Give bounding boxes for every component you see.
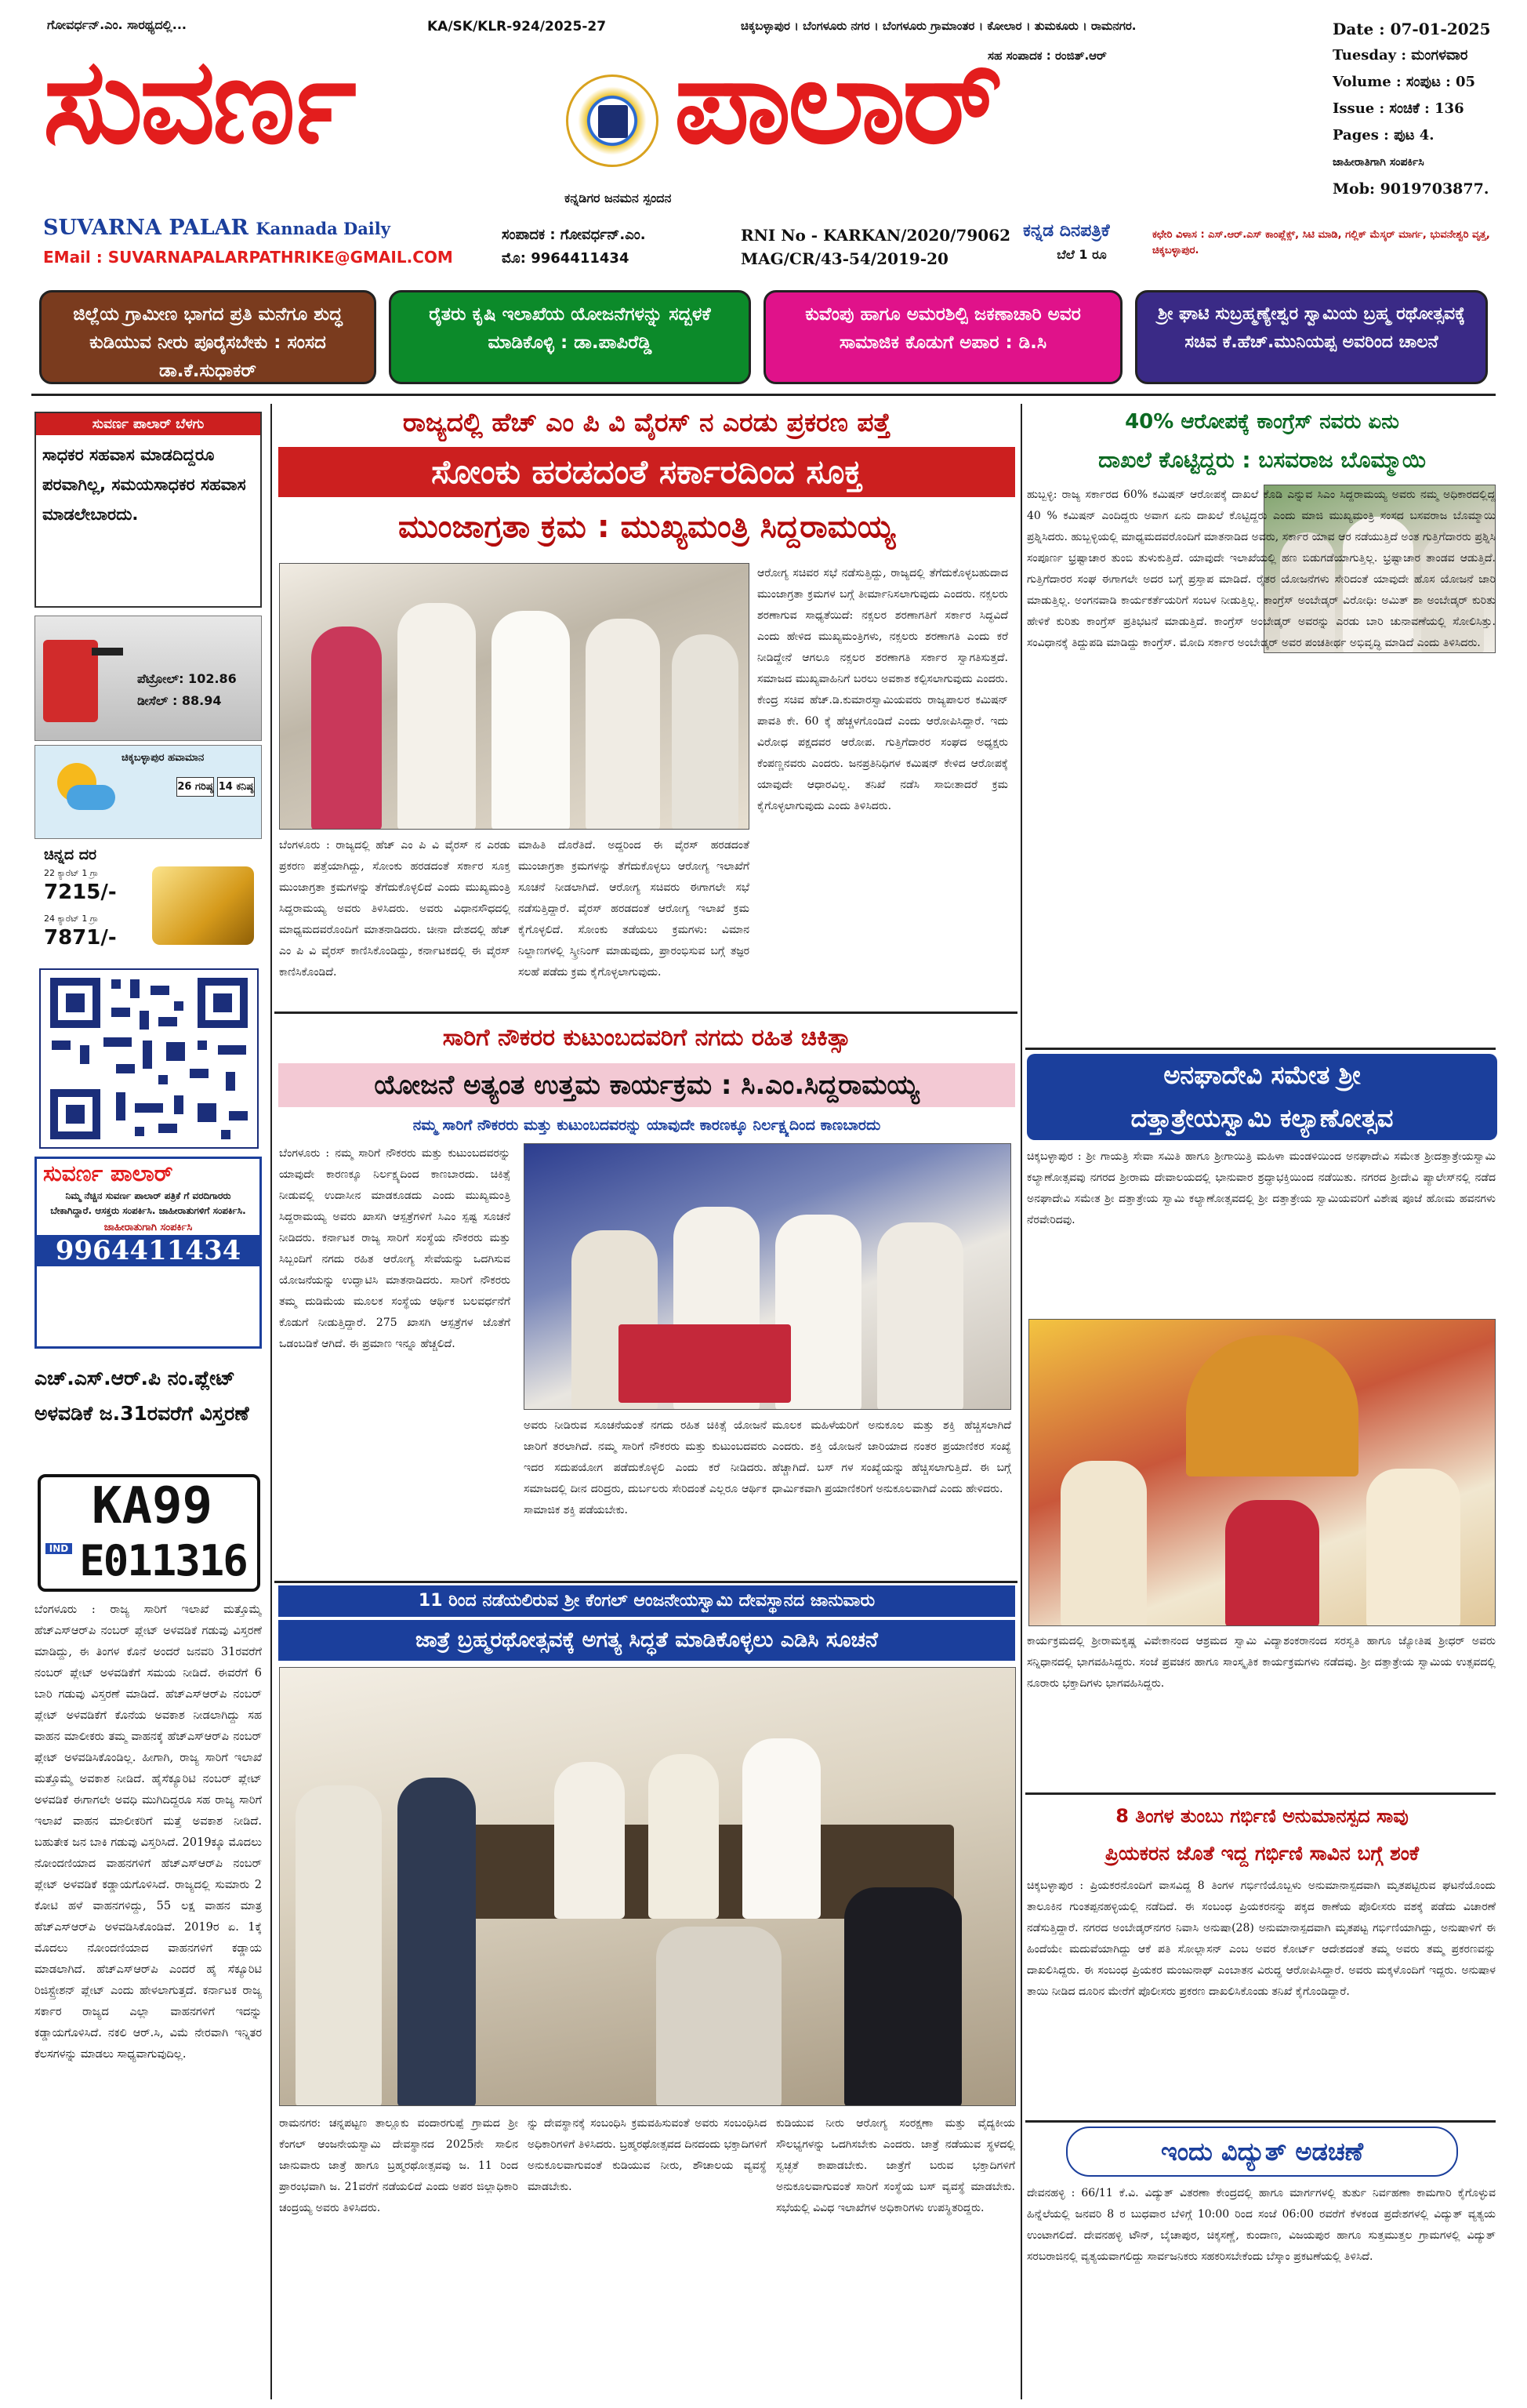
edition-info (1333, 16, 1521, 202)
story5-photo (1028, 1319, 1496, 1626)
story7-headline: ಇಂದು ವಿದ್ಯುತ್ ಅಡಚಣೆ (1066, 2127, 1458, 2177)
photo-priest-1 (1061, 1461, 1147, 1626)
ads-label: ಜಾಹೀರಾತಿಗಾಗಿ ಸಂಪರ್ಕಿಸಿ (1333, 156, 1424, 169)
banner-3-text: ಕುವೆಂಪು ಹಾಗೂ ಅಮರಶಿಲ್ಪಿ ಜಕಣಾಚಾರಿ ಅವರ ಸಾಮಾಜಿಕ ಕೊಡುಗೆ ಅಪಾರ : ಡಿ.ಸಿ (805, 304, 1081, 353)
gold22-label: 22 ಕ್ಯಾರೆಟ್ 1 ಗ್ರಾ (44, 868, 99, 878)
logo-book-icon (598, 105, 628, 138)
story2-left-column: ಬೆಂಗಳೂರು : ನಮ್ಮ ಸಾರಿಗೆ ನೌಕರರು ಮತ್ತು ಕುಟುಂಬದವರನ್ನು ಯಾವುದೇ ಕಾರಣಕ್ಕೂ ನಿರ್ಲಕ್ಷ್ಯದಿಂದ ಕಾಣಬಾರದು. ಚಿಕಿತ್ಸೆ ನೀಡುವಲ್ಲಿ ಉದಾಸೀನ ಮಾಡಕೂಡದು ಎಂದು ಮುಖ್ಯಮಂತ್ರಿ ಸಿದ್ದರಾಮಯ್ಯ ಅವರು ಖಾಸಗಿ ಆಸ್ಪತ್ರೆಗಳಿಗೆ ಸಿಎಂ ಸ್ಪಷ್ಟ ಸೂಚನೆ ನೀಡಿದರು. ಕರ್ನಾಟಕ ರಾಜ್ಯ ಸಾರಿಗೆ ಸಂಸ್ಥೆಯ ನೌಕರರು ಮತ್ತು ಸಿಬ್ಬಂದಿಗೆ ನಗದು ರಹಿತ ಆರೋಗ್ಯ ಸೇವೆಯನ್ನು ಒದಗಿಸುವ ಯೋಜನೆಯನ್ನು ಉದ್ಘಾಟಿಸಿ ಮಾತನಾಡಿದರು. ಸಾರಿಗೆ ನೌಕರರು ತಮ್ಮ ದುಡಿಮೆಯ ಮೂಲಕ ಸಂಸ್ಥೆಯ ಆರ್ಥಿಕ ಬಲವರ್ಧನೆಗೆ ಕೊಡುಗೆ ನೀಡುತ್ತಿದ್ದಾರೆ. 275 ಖಾಸಗಿ ಆಸ್ಪತ್ರೆಗಳ ಜೊತೆಗೆ ಒಡಂಬಡಿಕೆ ಆಗಿದೆ. ಈ ಪ್ರಮಾಣ ಇನ್ನೂ ಹೆಚ್ಚಲಿದೆ. (279, 1147, 510, 1350)
plate-line-1: KA99 (91, 1477, 213, 1535)
story2-subhead: ನಮ್ಮ ಸಾರಿಗೆ ನೌಕರರು ಮತ್ತು ಕುಟುಂಬದವರನ್ನು ಯಾವುದೇ ಕಾರಣಕ್ಕೂ ನಿರ್ಲಕ್ಷ್ಯದಿಂದ ಕಾಣಬಾರದು (412, 1117, 881, 1134)
story3-photo (279, 1667, 1016, 2106)
plate-ind-label: IND (45, 1543, 72, 1554)
story1-photo (279, 563, 749, 830)
photo-person-7 (656, 1927, 782, 2106)
photo-altar (1186, 1335, 1358, 1476)
daily-info (1023, 220, 1141, 267)
weather-title: ಚಿಕ್ಕಬಳ್ಳಾಪುರ ಹವಾಮಾನ (122, 752, 205, 764)
banner-1[interactable] (39, 290, 376, 384)
story7-body: ದೇವನಹಳ್ಳಿ : 66/11 ಕೆ.ವಿ. ವಿದ್ಯುತ್ ವಿತರಣಾ ಕೇಂದ್ರದಲ್ಲಿ ಹಾಗೂ ಮಾರ್ಗಗಳಲ್ಲಿ ತುರ್ತು ನಿರ್ವಹಣಾ ಕಾಮಗಾರಿ ಕೈಗೊಳ್ಳುವ ಹಿನ್ನೆಲೆಯಲ್ಲಿ ಜನವರಿ 8 ರ ಬುಧವಾರ ಬೆಳಿಗ್ಗೆ 10:00 ರಿಂದ ಸಂಜೆ 06:00 ರವರೆಗೆ ಕೆಳಕಂಡ ಪ್ರದೇಶಗಳಲ್ಲಿ ವಿದ್ಯುತ್ ವ್ಯತ್ಯಯ ಉಂಟಾಗಲಿದೆ. ದೇವನಹಳ್ಳಿ ಟೌನ್, ಬೈಚಾಪುರ, ಚಿಕ್ಕಸಣ್ಣೆ, ಕುಂದಾಣ, ವಿಜಯಪುರ ಹಾಗೂ ಸುತ್ತಮುತ್ತಲ ಗ್ರಾಮಗಳಲ್ಲಿ ವಿದ್ಯುತ್ ಸರಬರಾಜಿನಲ್ಲಿ ವ್ಯತ್ಯಯವಾಗಲಿದ್ದು ಸಾರ್ವಜನಿಕರು ಸಹಕರಿಸಬೇಕೆಂದು ಬೆಸ್ಕಾಂ ಪ್ರಕಟಣೆಯಲ್ಲಿ ತಿಳಿಸಿದೆ. (1027, 2187, 1496, 2263)
district-list: ಚಿಕ್ಕಬಳ್ಳಾಪುರ । ಬೆಂಗಳೂರು ನಗರ । ಬೆಂಗಳೂರು ಗ್ರಾಮಾಂತರ । ಕೋಲಾರ । ತುಮಕೂರು । ರಾಮನಗರ. (741, 19, 1137, 33)
banner-2[interactable] (389, 290, 751, 384)
photo-person-4 (648, 1754, 719, 1919)
thought-box (34, 412, 262, 608)
story3-headline-1: 11 ರಿಂದ ನಡೆಯಲಿರುವ ಶ್ರೀ ಕೆಂಗಲ್ ಆಂಜನೇಯಸ್ವಾಮಿ ದೇವಸ್ಥಾನದ ಜಾನುವಾರು (278, 1585, 1015, 1617)
story6-headline-2: ಪ್ರಿಯಕರನ ಜೊತೆ ಇದ್ದ ಗರ್ಭಿಣಿ ಸಾವಿನ ಬಗ್ಗೆ ಶಂಕೆ (1104, 1842, 1420, 1865)
plate-line-2: E011316 (79, 1536, 247, 1585)
masthead-tagline: ಕನ್ನಡಿಗರ ಜನಮನ ಸ್ಪಂದನ (564, 191, 672, 205)
hsrp-body: ಬೆಂಗಳೂರು : ರಾಜ್ಯ ಸಾರಿಗೆ ಇಲಾಖೆ ಮತ್ತೊಮ್ಮೆ ಹೆಚ್‌ಎಸ್‌ಆರ್‌ಪಿ ನಂಬರ್ ಪ್ಲೇಟ್ ಅಳವಡಿಕೆ ಗಡುವು ವಿಸ್ತರಣೆ ಮಾಡಿದ್ದು, ಈ ತಿಂಗಳ ಕೊನೆ ಅಂದರೆ ಜನವರಿ 31ರವರೆಗೆ ನಂಬರ್ ಪ್ಲೇಟ್ ಅಳವಡಿಕೆಗೆ ಸಮಯ ನೀಡಿದೆ. ಈವರೆಗೆ 6 ಬಾರಿ ಗಡುವು ವಿಸ್ತರಣೆ ಮಾಡಿದೆ. ಹೆಚ್‌ಎಸ್‌ಆರ್‌ಪಿ ನಂಬರ್ ಪ್ಲೇಟ್ ಅಳವಡಿಕೆಗೆ ಕೊನೆಯ ಅವಕಾಶ ನೀಡಲಾಗಿದ್ದು ಸಹ ವಾಹನ ಮಾಲೀಕರು ತಮ್ಮ ವಾಹನಕ್ಕೆ ಹೆಚ್‌ಎಸ್‌ಆರ್‌ಪಿ ನಂಬರ್ ಪ್ಲೇಟ್ ಅಳವಡಿಸಿಕೊಂಡಿಲ್ಲ. ಹೀಗಾಗಿ, ರಾಜ್ಯ ಸಾರಿಗೆ ಇಲಾಖೆ ಮತ್ತೊಮ್ಮೆ ಅವಕಾಶ ನೀಡಿದೆ. ಹೈಸೆಕ್ಯೂರಿಟಿ ನಂಬರ್ ಪ್ಲೇಟ್ ಅಳವಡಿಕೆ ಈಗಾಗಲೇ ಅವಧಿ ಮುಗಿದಿದ್ದರೂ ಸಹ ರಾಜ್ಯ ಸಾರಿಗೆ ಇಲಾಖೆ ವಾಹನ ಮಾಲೀಕರಿಗೆ ಮತ್ತೆ ಅವಕಾಶ ನೀಡಿದೆ. ಬಹುತೇಕ ಜನ ಬಾಕಿ ಗಡುವು ವಿಸ್ತರಿಸಿದೆ. 2019ಕ್ಕೂ ಮೊದಲು ನೋಂದಣಿಯಾದ ವಾಹನಗಳಿಗೆ ಹೆಚ್‌ಎಸ್‌ಆರ್‌ಪಿ ನಂಬರ್ ಪ್ಲೇಟ್ ಅಳವಡಿಕೆ ಕಡ್ಡಾಯಗೊಳಿಸಿದೆ. ರಾಜ್ಯದಲ್ಲಿ ಸುಮಾರು 2 ಕೋಟಿ ಹಳೆ ವಾಹನಗಳಿದ್ದು, 55 ಲಕ್ಷ ವಾಹನ ಮಾತ್ರ ಹೆಚ್‌ಎಸ್‌ಆರ್‌ಪಿ ಅಳವಡಿಸಿಕೊಂಡಿವೆ. 2019ರ ಏ. 1ಕ್ಕೆ ಮೊದಲು ನೋಂದಣಿಯಾದ ವಾಹನಗಳಿಗೆ ಕಡ್ಡಾಯ ಮಾಡಲಾಗಿದೆ. ಹೆಚ್‌ಎಸ್‌ಆರ್‌ಪಿ ಎಂದರೆ ಹೈ ಸೆಕ್ಯೂರಿಟಿ ರಿಜಿಸ್ಟ್ರೇಶನ್ ಪ್ಲೇಟ್ ಎಂದು ಹೇಳಲಾಗುತ್ತದೆ. ಕರ್ನಾಟಕ ರಾಜ್ಯ ಸರ್ಕಾರ ರಾಜ್ಯದ ಎಲ್ಲಾ ವಾಹನಗಳಿಗೆ ಇದನ್ನು ಕಡ್ಡಾಯಗೊಳಿಸಿದೆ. ನಕಲಿ ಆರ್.ಸಿ, ವಿಮೆ ನೇರವಾಗಿ ಇನ್ನಿತರ ಕೆಲಸಗಳನ್ನು ಮಾಡಲು ಸಾಧ್ಯವಾಗುವುದಿಲ್ಲ. (34, 1604, 262, 2061)
story2-headline-2: ಯೋಜನೆ ಅತ್ಯಂತ ಉತ್ತಮ ಕಾರ್ಯಕ್ರಮ : ಸಿ.ಎಂ.ಸಿದ್ದರಾಮಯ್ಯ (278, 1063, 1015, 1107)
qr-code[interactable] (39, 968, 259, 1149)
story5-body-bottom: ಕಾರ್ಯಕ್ರಮದಲ್ಲಿ ಶ್ರೀರಾಮಕೃಷ್ಣ ವಿವೇಕಾನಂದ ಆಶ್ರಮದ ಸ್ವಾಮಿ ವಿದ್ಯಾಶಂಕರಾನಂದ ಸರಸ್ವತಿ ಹಾಗೂ ಜ್ಯೋತಿಷ ಶ್ರೀಧರ್ ಅವರು ಸನ್ನಿಧಾನದಲ್ಲಿ ಭಾಗವಹಿಸಿದ್ದರು. ಸಂಜೆ ಪ್ರವಚನ ಹಾಗೂ ಸಾಂಸ್ಕೃತಿಕ ಕಾರ್ಯಕ್ರಮಗಳು ನಡೆದವು. ಶ್ರೀ ದತ್ತಾತ್ರೇಯ ಸ್ವಾಮಿಯ ಉತ್ಸವದಲ್ಲಿ ನೂರಾರು ಭಕ್ತಾದಿಗಳು ಭಾಗವಹಿಸಿದ್ದರು. (1027, 1635, 1496, 1690)
story2-divider (274, 1581, 1017, 1583)
gold22-price: 7215/- (44, 881, 117, 904)
fuel-pump-icon (43, 640, 98, 722)
issue-volume: Volume : ಸಂಪುಟ : 05 (1333, 74, 1476, 90)
weather-box (34, 745, 262, 839)
photo-devotee (1225, 1500, 1319, 1626)
sidebar-ad-box (34, 1157, 262, 1349)
story4-headline-2: ದಾಖಲೆ ಕೊಟ್ಟಿದ್ದರು : ಬಸವರಾಜ ಬೊಮ್ಮಾಯಿ (1098, 447, 1426, 473)
gold-rate-box (34, 843, 262, 961)
photo-person-2 (397, 603, 476, 830)
story1-body-a: ಬೆಂಗಳೂರು : ರಾಜ್ಯದಲ್ಲಿ ಹೆಚ್ ಎಂ ಪಿ ವಿ ವೈರಸ್ ನ ಎರಡು ಪ್ರಕರಣ ಪತ್ತೆಯಾಗಿದ್ದು, ಸೋಂಕು ಹರಡದಂತೆ ಸರ್ಕಾರ ಸೂಕ್ತ ಮುಂಜಾಗ್ರತಾ ಕ್ರಮಗಳನ್ನು ತೆಗೆದುಕೊಳ್ಳಲಿದೆ ಎಂದು ಮುಖ್ಯಮಂತ್ರಿ ಸಿದ್ದರಾಮಯ್ಯ ಅವರು ತಿಳಿಸಿದರು. ಅವರು ವಿಧಾನಸೌಧದಲ್ಲಿ ಮಾಧ್ಯಮದವರೊಂದಿಗೆ ಮಾತನಾಡಿದರು. ಚೀನಾ ದೇಶದಲ್ಲಿ ಹೆಚ್ ಎಂ ಪಿ ವಿ ವೈರಸ್ ಕಾಣಿಸಿಕೊಂಡಿದ್ದು, ಕರ್ನಾಟಕದಲ್ಲಿ ಈ ವೈರಸ್ ಕಾಣಿಸಿಕೊಂಡಿದೆ. (279, 839, 510, 979)
temp-min: 14 ಕನಿಷ್ಠ (217, 777, 255, 797)
english-title: SUVARNA PALAR (43, 216, 248, 240)
sidebar-ad-body: ನಿಮ್ಮ ನೆಚ್ಚಿನ ಸುವರ್ಣ ಪಾಲಾರ್ ಪತ್ರಿಕೆ ಗೆ ವರದಿಗಾರರು ಬೇಕಾಗಿದ್ದಾರೆ. ಆಸಕ್ತರು ಸಂಪರ್ಕಿಸಿ. ಜಾಹೀರಾತುಗಳಿಗೆ ಸಂಪರ್ಕಿಸಿ. (50, 1190, 246, 1216)
thought-title: ಸುವರ್ಣ ಪಾಲಾರ್ ಬೆಳಗು (36, 413, 260, 435)
sidebar-divider (270, 404, 272, 2399)
story1-body-b: ಮಾಹಿತಿ ದೊರೆತಿದೆ. ಅದ್ದರಿಂದ ಈ ವೈರಸ್ ಹರಡದಂತೆ ಮುಂಜಾಗ್ರತಾ ಕ್ರಮಗಳನ್ನು ತೆಗೆದುಕೊಳ್ಳಲು ಆರೋಗ್ಯ ಇಲಾಖೆಗೆ ಸೂಚನೆ ನೀಡಲಾಗಿದೆ. ಆರೋಗ್ಯ ಸಚಿವರು ಈಗಾಗಲೇ ಸಭೆ ನಡೆಸುತ್ತಿದ್ದಾರೆ. ವೈರಸ್ ಹರಡದಂತೆ ಆರೋಗ್ಯ ಇಲಾಖೆ ಕ್ರಮ ಕೈಗೊಳ್ಳಲಿದೆ. ಸೋಂಕು ತಡೆಯಲು ಕ್ರಮಗಳು: ವಿಮಾನ ನಿಲ್ದಾಣಗಳಲ್ಲಿ ಸ್ಕ್ರೀನಿಂಗ್ ಮಾಡುವುದು, ಪ್ರಾರಂಭಿಸುವ ಬಗ್ಗೆ ತಜ್ಞರ ಸಲಹೆ ಪಡೆದು ಕ್ರಮ ಕೈಗೊಳ್ಳಲಾಗುವುದು. (518, 839, 749, 979)
story3-column-1: ರಾಮನಗರ: ಚನ್ನಪಟ್ಟಣ ತಾಲ್ಲೂಕು ವಂದಾರಗುಪ್ಪೆ ಗ್ರಾಮದ ಶ್ರೀ ಕೆಂಗಲ್ ಆಂಜನೇಯಸ್ವಾಮಿ ದೇವಸ್ಥಾನದ 2025ನೇ ಸಾಲಿನ ಜಾನುವಾರು ಜಾತ್ರೆ ಹಾಗೂ ಬ್ರಹ್ಮರಥೋತ್ಸವವು ಜ. 11 ರಿಂದ ಪ್ರಾರಂಭವಾಗಿ ಜ. 21ವರೆಗೆ ನಡೆಯಲಿದೆ ಎಂದು ಅಪರ ಜಿಲ್ಲಾಧಿಕಾರಿ ಚಂದ್ರಯ್ಯ ಅವರು ತಿಳಿಸಿದರು. (279, 2117, 518, 2214)
diesel-price: ಡೀಸೆಲ್ : 88.94 (137, 693, 222, 708)
photo-person-1 (296, 1785, 382, 2106)
english-subtitle: Kannada Daily (256, 219, 390, 238)
mag-number: MAG/CR/43-54/2019-20 (741, 249, 948, 268)
hsrp-headline: ಎಚ್.ಎಸ್.ಆರ್.ಪಿ ನಂ.ಪ್ಲೇಟ್ ಅಳವಡಿಕೆ ಜ.31ರವರೆಗೆ ವಿಸ್ತರಣೆ (34, 1367, 249, 1425)
story3-column-2: ನ್ನು ದೇವಸ್ಥಾನಕ್ಕೆ ಸಂಬಂಧಿಸಿ ಕ್ರಮವಹಿಸುವಂತೆ ಅವರು ಸಂಬಂಧಿಸಿದ ಅಧಿಕಾರಿಗಳಿಗೆ ತಿಳಿಸಿದರು. ಬ್ರಹ್ಮರಥೋತ್ಸವದ ದಿನದಂದು ಭಕ್ತಾದಿಗಳಿಗೆ ಅನುಕೂಲವಾಗುವಂತೆ ಕುಡಿಯುವ ನೀರು, ಶೌಚಾಲಯ ವ್ಯವಸ್ಥೆ ಮಾಡಬೇಕು. (528, 2117, 767, 2193)
issue-number: Issue : ಸಂಚಿಕೆ : 136 (1333, 100, 1464, 117)
photo-poster (618, 1324, 791, 1403)
story6-body: ಚಿಕ್ಕಬಳ್ಳಾಪುರ : ಪ್ರಿಯಕರನೊಂದಿಗೆ ವಾಸವಿದ್ದ 8 ತಿಂಗಳ ಗರ್ಭಿಣಿಯೊಬ್ಬಳು ಅನುಮಾನಾಸ್ಪದವಾಗಿ ಮೃತಪಟ್ಟಿರುವ ಘಟನೆಯೊಂದು ತಾಲೂಕಿನ ಗುಂತಪ್ಪನಹಳ್ಳಿಯಲ್ಲಿ ನಡೆದಿದೆ. ಈ ಸಂಬಂಧ ಪ್ರಿಯಕರನನ್ನು ಪಕ್ಕದ ಠಾಣೆಯ ಪೊಲೀಸರು ವಶಕ್ಕೆ ಪಡೆದು ವಿಚಾರಣೆ ನಡೆಸುತ್ತಿದ್ದಾರೆ. ನಗರದ ಅಂಬೇಡ್ಕರ್‌ನಗರ ನಿವಾಸಿ ಅನುಷಾ(28) ಅನುಮಾನಾಸ್ಪದವಾಗಿ ಮೃತಪಟ್ಟ ಗರ್ಭಿಣಿಯಾಗಿದ್ದು, ಅನುಷಾಳಿಗೆ ಈ ಹಿಂದೆಯೇ ಮದುವೆಯಾಗಿದ್ದು ಆಕೆ ಪತಿ ಸೋಲ್ಲಾಸನ್ ಎಂಬ ಅವರ ಕೋರ್ಟ್ ಆದೇಶದಂತೆ ತಮ್ಮ ಅವರು ತಮ್ಮ ಪ್ರಕರಣವನ್ನು ದಾಖಲಿಸಿದ್ದರು. ಈ ಸಂಬಂಧ ಪ್ರಿಯಕರ ಮಂಜುನಾಥ್ ಎಂಬಾತನ ವಿರುದ್ಧ ಆರೋಪಿಸಿದ್ದಾರೆ. ಅವರು ಮಕ್ಕಳೊಂದಿಗೆ ಇದ್ದರು. ಅನುಷಾಳ ತಾಯಿ ನೀಡಿದ ದೂರಿನ ಮೇರೆಗೆ ಪೊಲೀಸರು ಪ್ರಕರಣ ದಾಖಲಿಸಿಕೊಂಡು ತನಿಖೆ ಕೈಗೊಂಡಿದ್ದಾರೆ. (1027, 1880, 1496, 1998)
banner-4-text: ಶ್ರೀ ಘಾಟಿ ಸುಬ್ರಹ್ಮಣ್ಯೇಶ್ವರ ಸ್ವಾಮಿಯ ಬ್ರಹ್ಮ ರಥೋತ್ಸವಕ್ಕೆ ಸಚಿವ ಕೆ.ಹೆಚ್.ಮುನಿಯಪ್ಪ ಅವರಿಂದ ಚಾಲನೆ (1157, 304, 1466, 352)
story2-photo (524, 1143, 1011, 1410)
story6-divider (1025, 2120, 1496, 2123)
story3-column-3: ಕುಡಿಯುವ ನೀರು ಆರೋಗ್ಯ ಸಂರಕ್ಷಣಾ ಮತ್ತು ವೈದ್ಯಕೀಯ ಸೌಲಭ್ಯಗಳನ್ನು ಒದಗಿಸಬೇಕು ಎಂದರು. ಜಾತ್ರೆ ನಡೆಯುವ ಸ್ಥಳದಲ್ಲಿ ಸ್ವಚ್ಛತೆ ಕಾಪಾಡಬೇಕು. ಜಾತ್ರೆಗೆ ಬರುವ ಭಕ್ತಾದಿಗಳಿಗೆ ಅನುಕೂಲವಾಗುವಂತೆ ಸಾರಿಗೆ ಸಂಸ್ಥೆಯ ಬಸ್ ವ್ಯವಸ್ಥೆ ಮಾಡಬೇಕು. ಸಭೆಯಲ್ಲಿ ವಿವಿಧ ಇಲಾಖೆಗಳ ಅಧಿಕಾರಿಗಳು ಉಪಸ್ಥಿತರಿದ್ದರು. (776, 2117, 1015, 2214)
sun-cloud-icon (48, 761, 115, 816)
editor-info (502, 223, 646, 271)
photo-person-2 (397, 1778, 476, 2106)
story5-body-top: ಚಿಕ್ಕಬಳ್ಳಾಪುರ : ಶ್ರೀ ಗಾಯತ್ರಿ ಸೇವಾ ಸಮಿತಿ ಹಾಗೂ ಶ್ರೀಗಾಯಿತ್ರಿ ಮಹಿಳಾ ಮಂಡಳಿಯಿಂದ ಅನಘಾದೇವಿ ಸಮೇತ ಶ್ರೀದತ್ತಾತ್ರೇಯಸ್ವಾಮಿ ಕಲ್ಯಾಣೋತ್ಸವವು ನಗರದ ಶ್ರೀರಾಮ ದೇವಾಲಯದಲ್ಲಿ ಭಾನುವಾರ ಶ್ರದ್ಧಾಭಕ್ತಿಯಿಂದ ನಡೆಯಿತು. ನಗರದ ಶ್ರೀದೇವಿ ಪ್ಯಾಲೇಸ್‌ನಲ್ಲಿ ನಡೆದ ಅನಘಾದೇವಿ ಸಮೇತ ಶ್ರೀ ದತ್ತಾತ್ರೇಯ ಸ್ವಾಮಿ ಕಲ್ಯಾಣೋತ್ಸವದಲ್ಲಿ ಶ್ರೀ ದತ್ತಾತ್ರೇಯ ಸ್ವಾಮಿಯವರಿಗೆ ವಿಶೇಷ ಪೂಜೆ ಹೋಮ ಹವನಗಳು ನೆರವೇರಿದವು. (1027, 1150, 1496, 1226)
photo-person-6 (844, 1887, 962, 2106)
daily-label: ಕನ್ನಡ ದಿನಪತ್ರಿಕೆ (1023, 221, 1110, 241)
photo-person-4 (586, 619, 660, 830)
masthead-logo (566, 74, 658, 167)
editor-name: ಸಂಪಾದಕ : ಗೋವರ್ಧನ್.ಎಂ. (502, 227, 646, 243)
gold24-price: 7871/- (44, 926, 117, 950)
sub-editor: ಸಹ ಸಂಪಾದಕ : ರಂಜಿತ್.ಆರ್ (988, 49, 1107, 63)
sidebar-ad-contact: ಜಾಹೀರಾತುಗಾಗಿ ಸಂಪರ್ಕಿಸಿ (103, 1222, 193, 1233)
photo-person-1 (311, 627, 382, 830)
cloud-icon (67, 785, 115, 810)
center-divider (1021, 404, 1022, 2399)
editor-mobile: ಮೊ: 9964411434 (502, 250, 629, 267)
photo-priest-2 (1366, 1469, 1460, 1626)
story4-body: ಹುಬ್ಬಳ್ಳಿ: ರಾಜ್ಯ ಸರ್ಕಾರದ 60% ಕಮಿಷನ್ ಆರೋಪಕ್ಕೆ ದಾಖಲೆ ಕೊಡಿ ಎನ್ನುವ ಸಿಎಂ ಸಿದ್ದರಾಮಯ್ಯ ಅವರು ನಮ್ಮ ಅಧಿಕಾರದಲ್ಲಿದ್ದ 40 % ಕಮಿಷನ್ ಎಂದಿದ್ದರು ಅವಾಗ ಏನು ದಾಖಲೆ ಕೊಟ್ಟಿದ್ದರು ಎಂದು ಮಾಜಿ ಮುಖ್ಯಮಂತ್ರಿ ಸಂಸದ ಬಸವರಾಜ ಬೊಮ್ಮಾಯಿ ಪ್ರಶ್ನಿಸಿದರು. ಹುಬ್ಬಳ್ಳಿಯಲ್ಲಿ ಮಾಧ್ಯಮದವರೊಂದಿಗೆ ಮಾತನಾಡಿದ ಅವರು, ಸರ್ಕಾರ ಯಾವ ಆರ ನಡೆಯುತ್ತಿದೆ ಅಂತ ಗುತ್ತಿಗೆದಾರರು ಪ್ರಶ್ನಿಸಿ ಸಂಪೂರ್ಣ ಭ್ರಷ್ಟಾಚಾರ ತುಂಬಿ ತುಳುಕುತ್ತಿದೆ. ಯಾವುದೇ ಇಲಾಖೆಯಲ್ಲಿ ಹಣ ಬಿಡುಗಡೆಯಾಗುತ್ತಿಲ್ಲ. ಭ್ರಷ್ಟಾಚಾರ ತಾಂಡವ ಆಡುತ್ತಿದೆ. ಗುತ್ತಿಗೆದಾರರ ಸಂಘ ಈಗಾಗಲೇ ಅದರ ಬಗ್ಗೆ ಪ್ರಸ್ತಾಪ ಮಾಡಿದೆ. ರೈತರ ಯೋಜನೆಗಳು ಸೇರಿದಂತೆ ಯಾವುದೇ ಹೊಸ ಯೋಜನೆ ಜಾರಿ ಮಾಡುತ್ತಿಲ್ಲ. ಅಂಗನವಾಡಿ ಕಾರ್ಯಕರ್ತೆಯರಿಗೆ ಸಂಬಳ ನೀಡುತ್ತಿಲ್ಲ. ಕಾಂಗ್ರೆಸ್ ಅಂಬೇಡ್ಕರ್ ವಿರೋಧಿ: ಅಮಿತ್ ಶಾ ಅಂಬೇಡ್ಕರ್ ಕುರಿತು ಹೇಳಿಕೆ ಕುರಿತು ಕಾಂಗ್ರೆಸ್ ಪ್ರತಿಭಟನೆ ಮಾಡುತ್ತಿದೆ. ಕಾಂಗ್ರೆಸ್ ಅಂಬೇಡ್ಕರ್ ಅವರನ್ನು ಎರಡು ಬಾರಿ ಚುನಾವಣೆಯಲ್ಲಿ ಸೋಲಿಸಿತ್ತು. ಸಂವಿಧಾನಕ್ಕೆ ತಿದ್ದುಪಡಿ ಮಾಡಿದ್ದು ಕಾಂಗ್ರೆಸ್. ಮೋದಿ ಸರ್ಕಾರ ಅಂಬೇಡ್ಕರ್ ಅವರ ಪಂಚತೀರ್ಥ ಅಭಿವೃದ್ಧಿ ಮಾಡಿದೆ ಎಂದು ತಿಳಿಸಿದರು. (1027, 489, 1496, 649)
price-label: ಬೆಲೆ 1 ರೂ (1057, 247, 1107, 262)
masthead (0, 0, 1527, 298)
english-name (43, 216, 390, 240)
ads-mobile: Mob: 9019703877. (1333, 180, 1489, 198)
gold-title: ಚಿನ್ನದ ದರ (44, 846, 97, 863)
story1-headline-2: ಸೋಂಕು ಹರಡದಂತೆ ಸರ್ಕಾರದಿಂದ ಸೂಕ್ತ (278, 447, 1015, 497)
banner-2-text: ರೈತರು ಕೃಷಿ ಇಲಾಖೆಯ ಯೋಜನೆಗಳನ್ನು ಸದ್ಬಳಕೆ ಮಾಡಿಕೊಳ್ಳಿ : ಡಾ.ಪಾಪಿರೆಡ್ಡಿ (429, 304, 711, 353)
temp-max: 26 ಗರಿಷ್ಠ (176, 777, 214, 797)
number-plate (38, 1474, 260, 1592)
issue-date: Date : 07-01-2025 (1333, 20, 1491, 38)
story1-headline-3: ಮುಂಜಾಗ್ರತಾ ಕ್ರಮ : ಮುಖ್ಯಮಂತ್ರಿ ಸಿದ್ದರಾಮಯ್ಯ (398, 509, 895, 545)
sidebar-ad-title: ಸುವರ್ಣ ಪಾಲಾರ್ (43, 1160, 173, 1186)
office-address: ಕಛೇರಿ ವಿಳಾಸ : ಎಸ್.ಆರ್.ಎಸ್ ಕಾಂಪ್ಲೆಕ್ಸ್, ಸಿಟಿ ಮಾಡಿ, ಗಲ್ಲಿಕ್ ಮೆಸ್ಕರ್ ಮಾರ್ಗ, ಭುವನೇಶ್ವರಿ ವೃತ್ತ, ಚಿಕ್ಕಬಳ್ಳಾಪುರ. (1152, 229, 1490, 256)
rni-number: RNI No - KARKAN/2020/79062 (741, 226, 1011, 245)
fuel-nozzle-icon (92, 648, 123, 656)
story5-headline-1: ಅನಘಾದೇವಿ ಸಮೇತ ಶ್ರೀ (1027, 1054, 1497, 1096)
thought-text: ಸಾಧಕರ ಸಹವಾಸ ಮಾಡದಿದ್ದರೂ ಪರವಾಗಿಲ್ಲ, ಸಮಯಸಾಧಕರ ಸಹವಾಸ ಮಾಡಲೇಬಾರದು. (42, 445, 246, 524)
gold-bars-icon (152, 866, 254, 945)
rni-info (741, 223, 1010, 271)
petrol-price: ಪೆಟ್ರೋಲ್: 102.86 (137, 671, 237, 686)
banner-1-text: ಜಿಲ್ಲೆಯ ಗ್ರಾಮೀಣ ಭಾಗದ ಪ್ರತಿ ಮನೆಗೂ ಶುದ್ಧ ಕುಡಿಯುವ ನೀರು ಪೂರೈಸಬೇಕು : ಸಂಸದ ಡಾ.ಕೆ.ಸುಧಾಕರ್ (73, 304, 343, 381)
masthead-top-left: ಗೋವರ್ಧನ್.ಎಂ. ಸಾರಥ್ಯದಲ್ಲಿ... (47, 17, 187, 32)
story5-divider (1025, 1792, 1496, 1795)
story4-headline-1: 40% ಆರೋಪಕ್ಕೆ ಕಾಂಗ್ರೆಸ್ ನವರು ಏನು (1125, 410, 1399, 434)
story5-headline-2: ದತ್ತಾತ್ರೇಯಸ್ವಾಮಿ ಕಲ್ಯಾಣೋತ್ಸವ (1027, 1096, 1497, 1140)
issue-day: Tuesday : ಮಂಗಳವಾರ (1333, 47, 1468, 64)
qr-code-icon (41, 970, 257, 1147)
story1-right-column: ಆರೋಗ್ಯ ಸಚಿವರ ಸಭೆ ನಡೆಸುತ್ತಿದ್ದು, ರಾಜ್ಯದಲ್ಲಿ ತೆಗೆದುಕೊಳ್ಳಬಹುದಾದ ಮುಂಜಾಗ್ರತಾ ಕ್ರಮಗಳ ಬಗ್ಗೆ ತೀರ್ಮಾನಿಸಲಾಗುವುದು ಎಂದರು. ನಕ್ಸಲರು ಶರಣಾಗುವ ಸಾಧ್ಯತೆಯಿದೆ: ನಕ್ಸಲರ ಶರಣಾಗತಿಗೆ ಸರ್ಕಾರ ಸಿದ್ಧವಿದೆ ಎಂದು ಹೇಳಿದ ಮುಖ್ಯಮಂತ್ರಿಗಳು, ನಕ್ಸಲರು ಶರಣಾಗತಿ ಎಂದು ಕರೆ ನೀಡಿದ್ದೇನೆ ಆಗಲೂ ನಕ್ಸಲರ ಶರಣಾಗತಿ ಸರ್ಕಾರ ಸ್ವಾಗತಿಸುತ್ತದೆ. ಸಮಾಜದ ಮುಖ್ಯವಾಹಿನಿಗೆ ಬರಲು ಅವಕಾಶ ಕಲ್ಪಿಸಲಾಗುವುದು ಎಂದರು. ಕೇಂದ್ರ ಸಚಿವ ಹೆಚ್.ಡಿ.ಕುಮಾರಸ್ವಾಮಿಯವರು ರಾಜ್ಯಪಾಲರ ಕಮಿಷನ್ ಪಾವತಿ ಕೇ. 60 ಕ್ಕೆ ಹೆಚ್ಚಳಗೊಂಡಿದೆ ಎಂದು ಆರೋಪಿಸಿದ್ದಾರೆ. ಇದು ವಿರೋಧ ಪಕ್ಷದವರ ಆರೋಪ. ಗುತ್ತಿಗೆದಾರರ ಸಂಘದ ಅಧ್ಯಕ್ಷರು ಕೆಂಪಣ್ಣನವರು ಎಂದರು. ಜನಪ್ರತಿನಿಧಿಗಳ ಕಮಿಷನ್ ಕೇಳಿದ ಆರೋಪಕ್ಕೆ ಯಾವುದೇ ಆಧಾರವಿಲ್ಲ. ತನಿಖೆ ನಡೆಸಿ ಸಾಬೀತಾದರೆ ಕ್ರಮ ಕೈಗೊಳ್ಳಲಾಗುವುದು ಎಂದು ತಿಳಿಸಿದರು. (757, 567, 1008, 812)
photo-person-3 (554, 1762, 625, 1919)
banner-3[interactable] (764, 290, 1123, 384)
fuel-price-box (34, 616, 262, 741)
story6-headline-1: 8 ತಿಂಗಳ ತುಂಬು ಗರ್ಭಿಣಿ ಅನುಮಾನಸ್ಪದ ಸಾವು (1115, 1805, 1409, 1827)
story2-right-column: ಮೂಲಕ ಮಹಿಳೆಯರಿಗೆ ಅನುಕೂಲ ಮತ್ತು ಶಕ್ತಿ ಹೆಚ್ಚಿಸಲಾಗಿದೆ ಎಂದರು. ಶಕ್ತಿ ಯೋಜನೆ ಜಾರಿಯಾದ ನಂತರ ಪ್ರಯಾಣಿಕರ ಸಂಖ್ಯೆ ಹೆಚ್ಚಾಗಿದೆ. ಬಸ್ ಗಳ ಸಂಖ್ಯೆಯನ್ನು ಹೆಚ್ಚಿಸಲಾಗುತ್ತಿದೆ. ಈ ಬಗ್ಗೆ ಧಾರ್ಮಿಕವಾಗಿ ಪ್ರಯಾಣಿಕರಿಗೆ ಅನುಕೂಲವಾಗಿದೆ ಎಂದು ಹೇಳಿದರು. (772, 1419, 1011, 1495)
photo-person-5 (742, 1738, 821, 1919)
photo-person-4 (877, 1222, 963, 1410)
masthead-title-left: ಸುವರ್ಣ (43, 34, 354, 170)
banner-divider (31, 394, 1496, 396)
story3-headline-2: ಜಾತ್ರೆ ಬ್ರಹ್ಮರಥೋತ್ಸವಕ್ಕೆ ಅಗತ್ಯ ಸಿದ್ಧತೆ ಮಾಡಿಕೊಳ್ಳಲು ಎಡಿಸಿ ಸೂಚನೆ (278, 1620, 1015, 1661)
photo-person-5 (672, 634, 738, 830)
story2-headline-1: ಸಾರಿಗೆ ನೌಕರರ ಕುಟುಂಬದವರಿಗೆ ನಗದು ರಹಿತ ಚಿಕಿತ್ಸಾ (442, 1024, 851, 1051)
story4-divider (1025, 1048, 1496, 1050)
gold24-label: 24 ಕ್ಯಾರೆಟ್ 1 ಗ್ರಾ (44, 913, 99, 924)
email-address[interactable]: EMail : SUVARNAPALARPATHRIKE@GMAIL.COM (43, 248, 453, 267)
sidebar-ad-phone[interactable]: 9964411434 (37, 1235, 259, 1266)
story1-divider (274, 1012, 1017, 1014)
story1-headline-1: ರಾಜ್ಯದಲ್ಲಿ ಹೆಚ್ ಎಂ ಪಿ ವಿ ವೈರಸ್ ನ ಎರಡು ಪ್ರಕರಣ ಪತ್ತೆ (402, 407, 891, 438)
masthead-title-right: ಪಾಲಾರ್ (674, 34, 1000, 170)
banner-4[interactable] (1135, 290, 1488, 384)
story2-photo-caption: ಅವರು ನೀಡಿರುವ ಸೂಚನೆಯಂತೆ ನಗದು ರಹಿತ ಚಿಕಿತ್ಸೆ ಯೋಜನೆ ಜಾರಿಗೆ ತರಲಾಗಿದೆ. ನಮ್ಮ ಸಾರಿಗೆ ನೌಕರರು ಮತ್ತು ಕುಟುಂಬದವರು ಇದರ ಸದುಪಯೋಗ ಪಡೆದುಕೊಳ್ಳಲಿ ಎಂದು ಕರೆ ನೀಡಿದರು. ಸಮಾಜದಲ್ಲಿ ದೀನ ದರಿದ್ರರು, ದುರ್ಬಲರು ಸೇರಿದಂತೆ ಎಲ್ಲರೂ ಆರ್ಥಿಕ ಸಾಮಾಜಿಕ ಶಕ್ತಿ ಪಡೆಯಬೇಕು. (524, 1419, 767, 1516)
page-count: Pages : ಪುಟ 4. (1333, 127, 1435, 143)
registration-number: KA/SK/KLR-924/2025-27 (427, 19, 607, 35)
photo-person-3 (491, 611, 570, 830)
